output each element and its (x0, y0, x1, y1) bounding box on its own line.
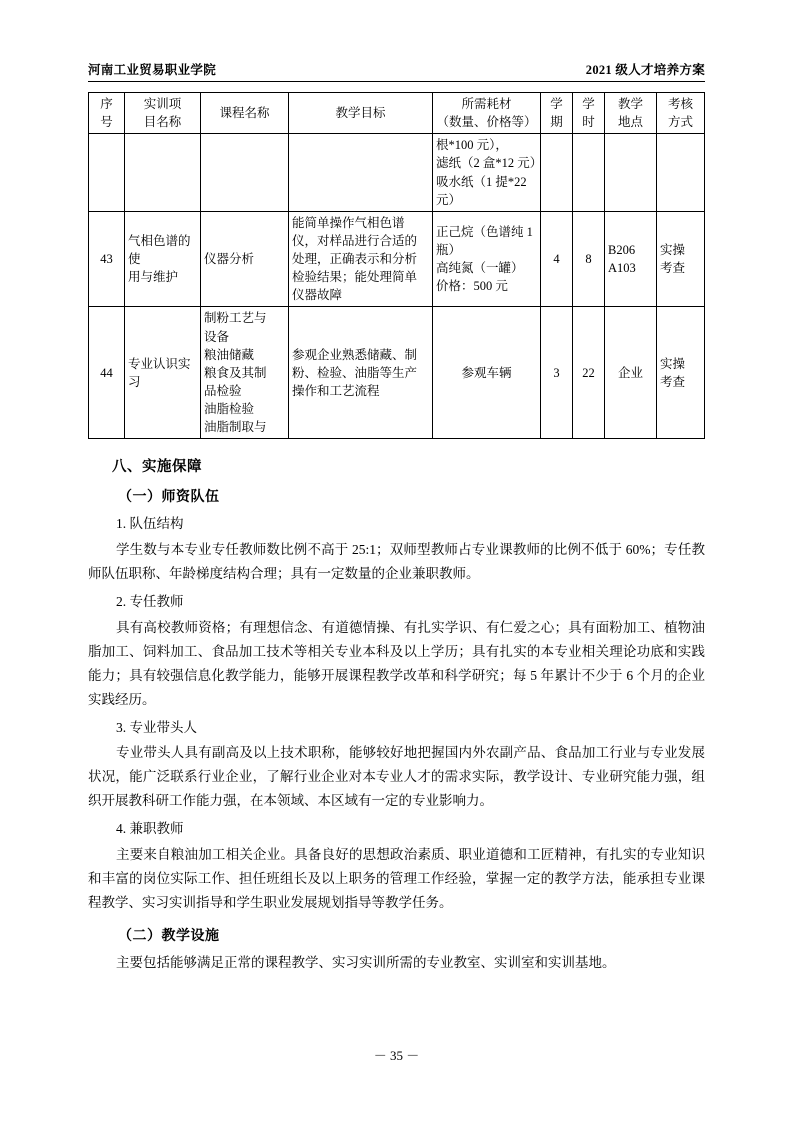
item-heading-part-time-teachers: 4. 兼职教师 (116, 821, 184, 837)
cell-materials: 正己烷（色谱纯 1 瓶） 高纯氮（一罐） 价格：500 元 (433, 211, 541, 307)
cell-materials: 根*100 元）， 滤纸（2 盒*12 元） 吸水纸（1 提*22 元） (433, 134, 541, 212)
cell-goal: 参观企业熟悉储藏、制 粉、检验、油脂等生产 操作和工艺流程 (289, 307, 433, 439)
col-no: 序 号 (89, 93, 125, 134)
header-title: 2021 级人才培养方案 (585, 63, 705, 77)
subsection-body-teaching-facilities: 主要包括能够满足正常的课程教学、实习实训所需的专业教室、实训室和实训基地。 (116, 954, 616, 970)
cell-term: 3 (541, 307, 573, 439)
item-body-professional-leader: 专业带头人具有副高及以上技术职称，能够较好地把握国内外农副产品、食品加工行业与专业发展状况，能广泛联系行业企业，了解行业企业对本专业人才的需求实际，教学设计、专业研究能力强，组织开展教科研工作能力强，在本领域、本区域有一定的专业影响力。 (88, 745, 705, 809)
table-header-row (89, 93, 705, 134)
subsection-heading-teaching-facilities: （二）教学设施 (118, 928, 220, 944)
cell-project: 气相色谱的使 用与维护 (125, 211, 201, 307)
cell-place: 企业 (605, 307, 657, 439)
cell-goal (289, 134, 433, 212)
col-term: 学 期 (541, 93, 573, 134)
cell-place: B206 A103 (605, 211, 657, 307)
page-header (88, 60, 705, 82)
cell-hours: 22 (573, 307, 605, 439)
cell-hours: 8 (573, 211, 605, 307)
cell-assessment (657, 134, 705, 212)
cell-assessment: 实操 考查 (657, 211, 705, 307)
cell-no: 43 (89, 211, 125, 307)
header-institution: 河南工业贸易职业学院 (88, 63, 217, 77)
item-body-part-time-teachers: 主要来自粮油加工相关企业。具备良好的思想政治素质、职业道德和工匠精神，有扎实的专业知识和丰富的岗位实际工作、担任班组长及以上职务的管理工作经验，掌握一定的教学方法，能承担专业课程教学、实习实训指导和学生职业发展规划指导等教学任务。 (88, 846, 705, 910)
cell-term (541, 134, 573, 212)
page-number: － 35 － (373, 1048, 420, 1063)
subsection-heading-teaching-staff: （一）师资队伍 (118, 490, 220, 506)
col-assessment: 考核 方式 (657, 93, 705, 134)
col-project-name: 实训项 目名称 (125, 93, 201, 134)
cell-no: 44 (89, 307, 125, 439)
item-heading-full-time-teachers: 2. 专任教师 (116, 593, 184, 609)
cell-place (605, 134, 657, 212)
col-course-name: 课程名称 (201, 93, 289, 134)
cell-hours (573, 134, 605, 212)
cell-materials: 参观车辆 (433, 307, 541, 439)
section-heading-8: 八、实施保障 (112, 459, 202, 476)
cell-project (125, 134, 201, 212)
col-teaching-goal: 教学目标 (289, 93, 433, 134)
cell-course: 仪器分析 (201, 211, 289, 307)
training-projects-table (88, 92, 705, 439)
table-row (89, 307, 705, 439)
cell-term: 4 (541, 211, 573, 307)
table-row-continued (89, 134, 705, 212)
cell-assessment: 实操 考查 (657, 307, 705, 439)
item-heading-professional-leader: 3. 专业带头人 (116, 719, 197, 735)
cell-course (201, 134, 289, 212)
col-hours: 学 时 (573, 93, 605, 134)
table-row (89, 211, 705, 307)
page-footer (0, 1045, 793, 1064)
col-place: 教学 地点 (605, 93, 657, 134)
cell-no (89, 134, 125, 212)
item-heading-team-structure: 1. 队伍结构 (116, 516, 184, 532)
cell-course: 制粉工艺与 设备 粮油储藏 粮食及其制 品检验 油脂检验 油脂制取与 (201, 307, 289, 439)
col-materials: 所需耗材 （数量、价格等） (433, 93, 541, 134)
item-body-team-structure: 学生数与本专业专任教师数比例不高于 25:1；双师型教师占专业课教师的比例不低于 60%；专任教师队伍职称、年龄梯度结构合理；具有一定数量的企业兼职教师。 (88, 541, 705, 581)
cell-goal: 能简单操作气相色谱 仪，对样品进行合适的 处理，正确表示和分析 检验结果；能处理简单 仪器故障 (289, 211, 433, 307)
cell-project: 专业认识实习 (125, 307, 201, 439)
item-body-full-time-teachers: 具有高校教师资格；有理想信念、有道德情操、有扎实学识、有仁爱之心；具有面粉加工、植物油脂加工、饲料加工、食品加工技术等相关专业本科及以上学历；具有扎实的本专业相关理论功底和实践能力；具有较强信息化教学能力，能够开展课程教学改革和科学研究；每 5 年累计不少于 6 个月的企业实践经历。 (88, 619, 705, 707)
